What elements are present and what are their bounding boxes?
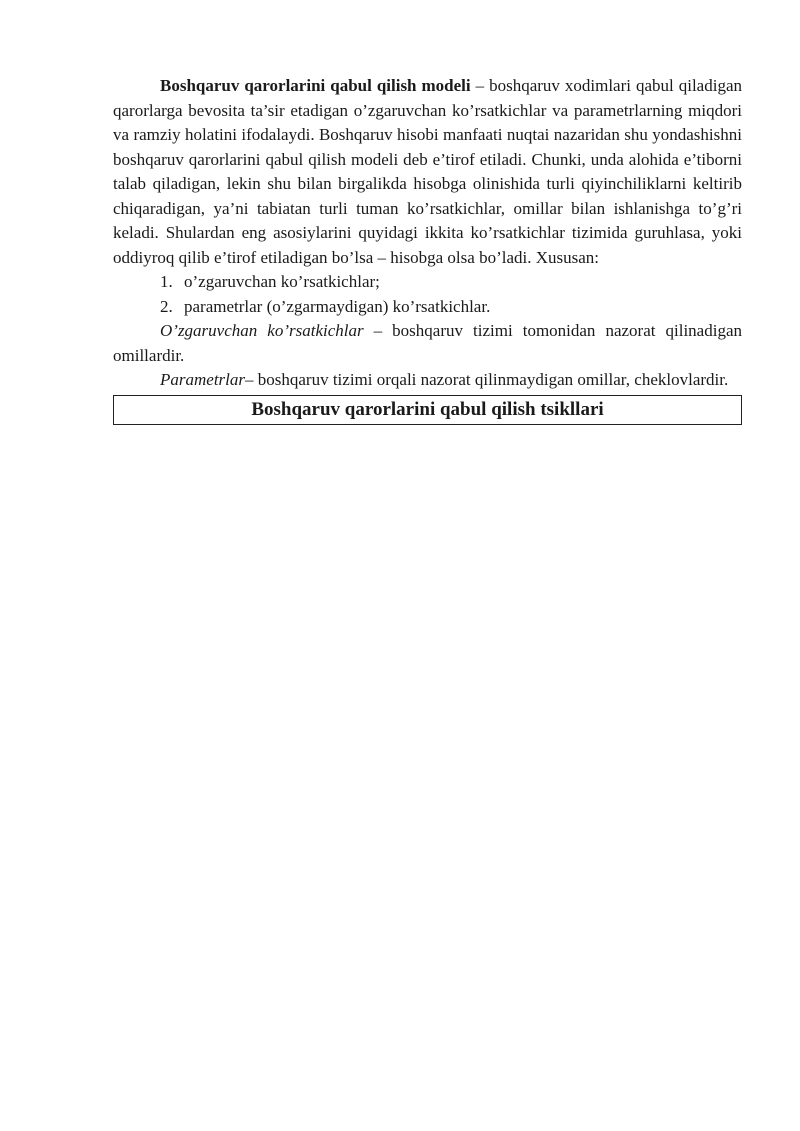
paragraph-decision-model [113, 74, 742, 270]
paragraph-variable-indicators [113, 319, 742, 368]
list-item-text: parametrlar (o’zgarmaydigan) ko’rsatkichlar. [184, 296, 491, 316]
list-item-number: 2. [160, 296, 173, 316]
term-variable-indicators: O’zgaruvchan ko’rsatkichlar [160, 321, 364, 340]
section-heading: Boshqaruv qarorlarini qabul qilish tsikllari [251, 398, 604, 420]
list-item-number: 1. [160, 272, 173, 291]
list-item-text: o’zgaruvchan ko’rsatkichlar; [184, 272, 380, 291]
paragraph-variable-indicators-text: – boshqaruv tizimi tomonidan nazorat qilinadigan omillardir. [113, 321, 742, 365]
indicator-list [113, 270, 742, 319]
paragraph-parameters-text: – boshqaruv tizimi orqali nazorat qilinmaydigan omillar, cheklovlardir. [245, 370, 729, 389]
paragraph-parameters [113, 368, 742, 393]
list-item [113, 270, 742, 295]
document-page [113, 74, 742, 425]
list-item [113, 295, 742, 320]
section-heading-box [113, 395, 742, 425]
term-parameters: Parametrlar [160, 370, 245, 389]
term-decision-model: Boshqaruv qarorlarini qabul qilish modeli [160, 76, 471, 95]
paragraph-decision-model-text: – boshqaruv xodimlari qabul qiladigan qarorlarga bevosita ta’sir etadigan o’zgaruvchan ko’rsatkichlar va parametrlarning miqdori va ramziy holatini ifodalaydi. Boshqaruv hisobi manfaati nuqtai nazaridan shu yondashishni boshqaruv qarorlarini qabul qilish modeli deb e’tirof etiladi. Chunki, unda alohida e’tiborni talab qiladigan, lekin shu bilan birgalikda hisobga olinishida turli qiyinchiliklarni keltirib chiqaradigan, ya’ni tabiatan turli tuman ko’rsatkichlar, omillar bilan ishlanishga to’g’ri keladi. Shulardan eng asosiylarini quyidagi ikkita ko’rsatkichlar tizimida guruhlasa, yoki oddiyroq qilib e’tirof etiladigan bo’lsa – hisobga olsa bo’ladi. Xususan: [113, 76, 742, 267]
